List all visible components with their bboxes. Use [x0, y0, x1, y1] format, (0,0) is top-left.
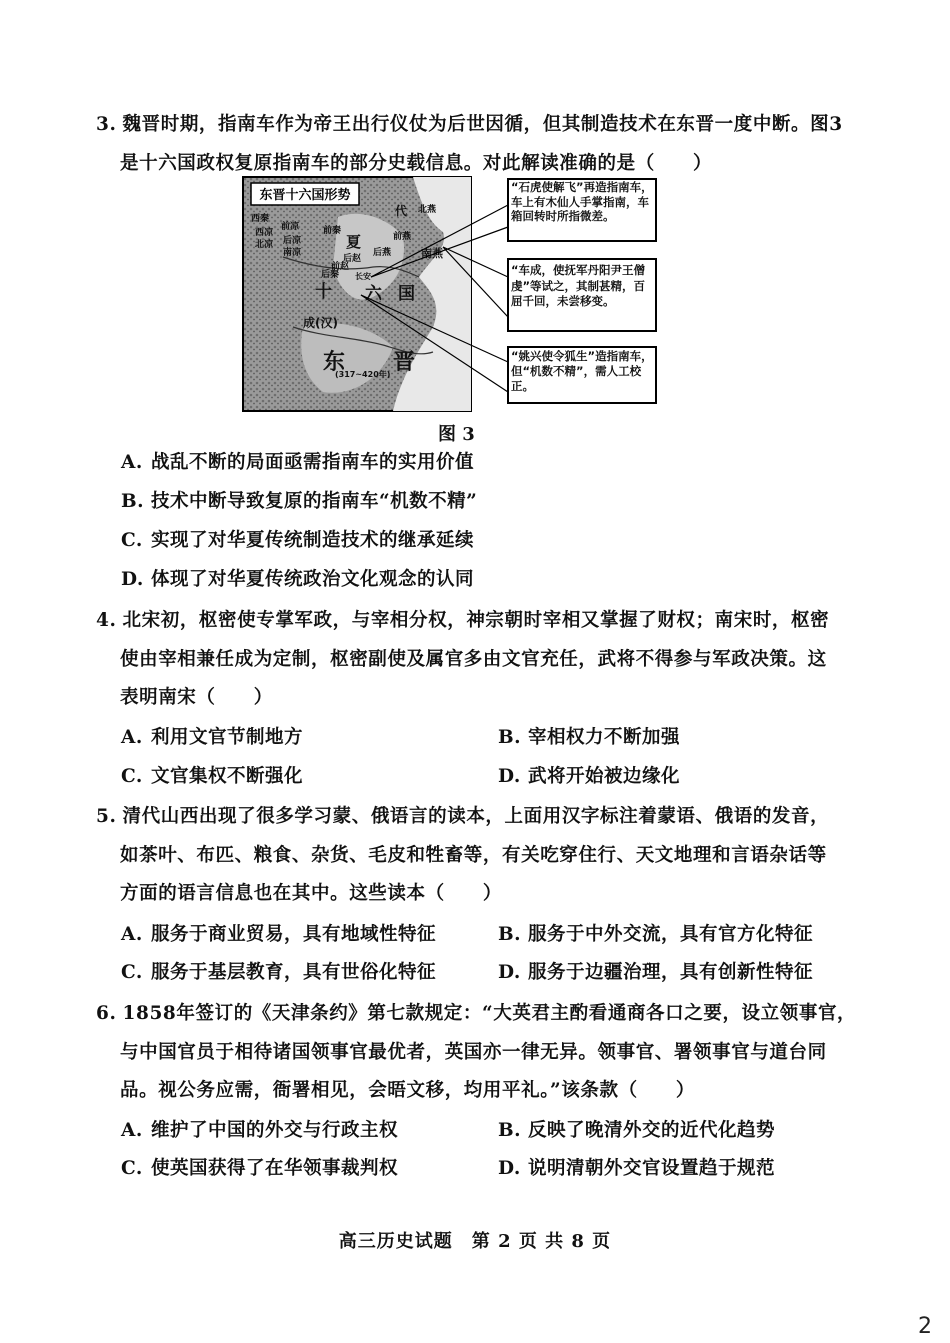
map-label-dong: 东 — [323, 350, 346, 375]
map-label-beiliang: 北凉 — [255, 240, 274, 250]
map-label-chenghan: 成(汉) — [303, 316, 338, 330]
map-label-houyan: 后燕 — [373, 248, 392, 258]
question-6-line-2: 与中国官员于相待诸国领事官最优者，英国亦一律无异。领事官、署领事官与道台同 — [120, 1041, 827, 1063]
q6-option-d: D. 说明清朝外交官设置趋于规范 — [498, 1158, 776, 1179]
question-3-line-1: 3. 魏晋时期，指南车作为帝王出行仪仗为后世因循，但其制造技术在东晋一度中断。图3 — [96, 114, 843, 135]
question-4-line-3: 表明南宋（ ） — [120, 687, 273, 708]
map-label-xiqin: 西秦 — [251, 214, 270, 224]
map-note-1 — [508, 179, 656, 241]
q5-option-c: C. 服务于基层教育，具有世俗化特征 — [121, 962, 437, 983]
map-note-1-text: “石虎使解飞”再造指南车，车上有木仙人手掌指南，车箱回转时所指微差。 — [511, 180, 653, 223]
q3-option-c: C. 实现了对华夏传统制造技术的继承延续 — [121, 530, 475, 551]
question-4-line-1: 4. 北宋初，枢密使专掌军政，与宰相分权，神宗朝时宰相又掌握了财权；南宋时，枢密 — [96, 610, 830, 631]
q6-option-a: A. 维护了中国的外交与行政主权 — [121, 1120, 399, 1141]
map-label-qianliang: 前凉 — [281, 222, 300, 232]
map-label-guo: 国 — [398, 284, 415, 304]
map-label-changan: 长安 — [355, 272, 371, 281]
question-4-line-2: 使由宰相兼任成为定制，枢密副使及属官多由文官充任，武将不得参与军政决策。这 — [120, 648, 827, 670]
q5-option-a: A. 服务于商业贸易，具有地域性特征 — [121, 924, 437, 945]
map-label-nanliang: 南凉 — [283, 248, 302, 258]
question-6-line-1: 6. 1858年签订的《天津条约》第七款规定：“大英君主酌看通商各口之要，设立领事官， — [96, 1003, 857, 1024]
q3-option-b: B. 技术中断导致复原的指南车“机数不精” — [121, 491, 478, 512]
map-note-3-text: “姚兴使令狐生”造指南车，但“机数不精”，需人工校正。 — [511, 349, 653, 393]
map-label-houliang: 后凉 — [283, 236, 302, 246]
map-label-xiliang: 西凉 — [255, 228, 274, 238]
map-label-qianqin: 前秦 — [323, 226, 342, 236]
question-3-line-2: 是十六国政权复原指南车的部分史载信息。对此解读准确的是（ ） — [120, 152, 713, 174]
map-label-beiyan: 北燕 — [418, 205, 437, 215]
map-label-xia: 夏 — [346, 233, 362, 251]
map-label-qianzhao: 前赵 — [331, 262, 350, 272]
q4-option-b: B. 宰相权力不断加强 — [498, 727, 681, 748]
q4-option-a: A. 利用文官节制地方 — [121, 727, 304, 748]
question-5-line-3: 方面的语言信息也在其中。这些读本（ ） — [120, 883, 503, 904]
map-note-3 — [508, 347, 656, 403]
map-label-houqin: 后秦 — [321, 270, 340, 280]
q4-option-c: C. 文官集权不断强化 — [121, 766, 304, 787]
corner-page-number: 2 — [918, 1314, 932, 1339]
map-label-shi: 十 — [315, 282, 332, 302]
q6-option-b: B. 反映了晚清外交的近代化趋势 — [498, 1120, 776, 1141]
figure-3-map — [243, 177, 663, 413]
map-note-2-text: “车成，使抚军丹阳尹王僧虔”等试之，其制甚精，百屈千回，未尝移变。 — [511, 263, 646, 308]
map-note-2 — [508, 259, 656, 331]
question-6-line-3: 品。视公务应需，衙署相见，会晤文移，均用平礼。”该条款（ ） — [120, 1080, 695, 1101]
question-5 — [96, 798, 829, 914]
map-label-liu: 六 — [365, 284, 382, 304]
q5-option-b: B. 服务于中外交流，具有官方化特征 — [498, 924, 814, 945]
q6-option-c: C. 使英国获得了在华领事裁判权 — [121, 1158, 399, 1179]
question-4 — [96, 602, 829, 718]
map-label-nanyan: 南燕 — [421, 247, 443, 260]
q3-option-a: A. 战乱不断的局面亟需指南车的实用价值 — [121, 452, 475, 473]
question-3 — [96, 106, 843, 183]
question-5-line-2: 如茶叶、布匹、粮食、杂货、毛皮和牲畜等，有关吃穿住行、天文地理和言语杂话等 — [120, 844, 827, 866]
map-label-dai: 代 — [395, 204, 408, 218]
map-title: 东晋十六国形势 — [259, 188, 351, 203]
page-footer: 高三历史试题 第 2 页 共 8 页 — [338, 1231, 612, 1252]
map-label-houzhao: 后赵 — [343, 254, 362, 264]
q4-option-d: D. 武将开始被边缘化 — [498, 766, 681, 787]
map-label-years: (317~420年) — [335, 370, 391, 379]
q5-option-d: D. 服务于边疆治理，具有创新性特征 — [498, 962, 814, 983]
map-label-qianyan: 前燕 — [393, 232, 412, 242]
q3-option-d: D. 体现了对华夏传统政治文化观念的认同 — [121, 569, 475, 590]
map-label-jin: 晋 — [393, 350, 416, 375]
question-6 — [96, 995, 856, 1111]
figure-3-caption: 图 3 — [438, 424, 475, 445]
question-5-line-1: 5. 清代山西出现了很多学习蒙、俄语言的读本，上面用汉字标注着蒙语、俄语的发音， — [96, 806, 830, 827]
